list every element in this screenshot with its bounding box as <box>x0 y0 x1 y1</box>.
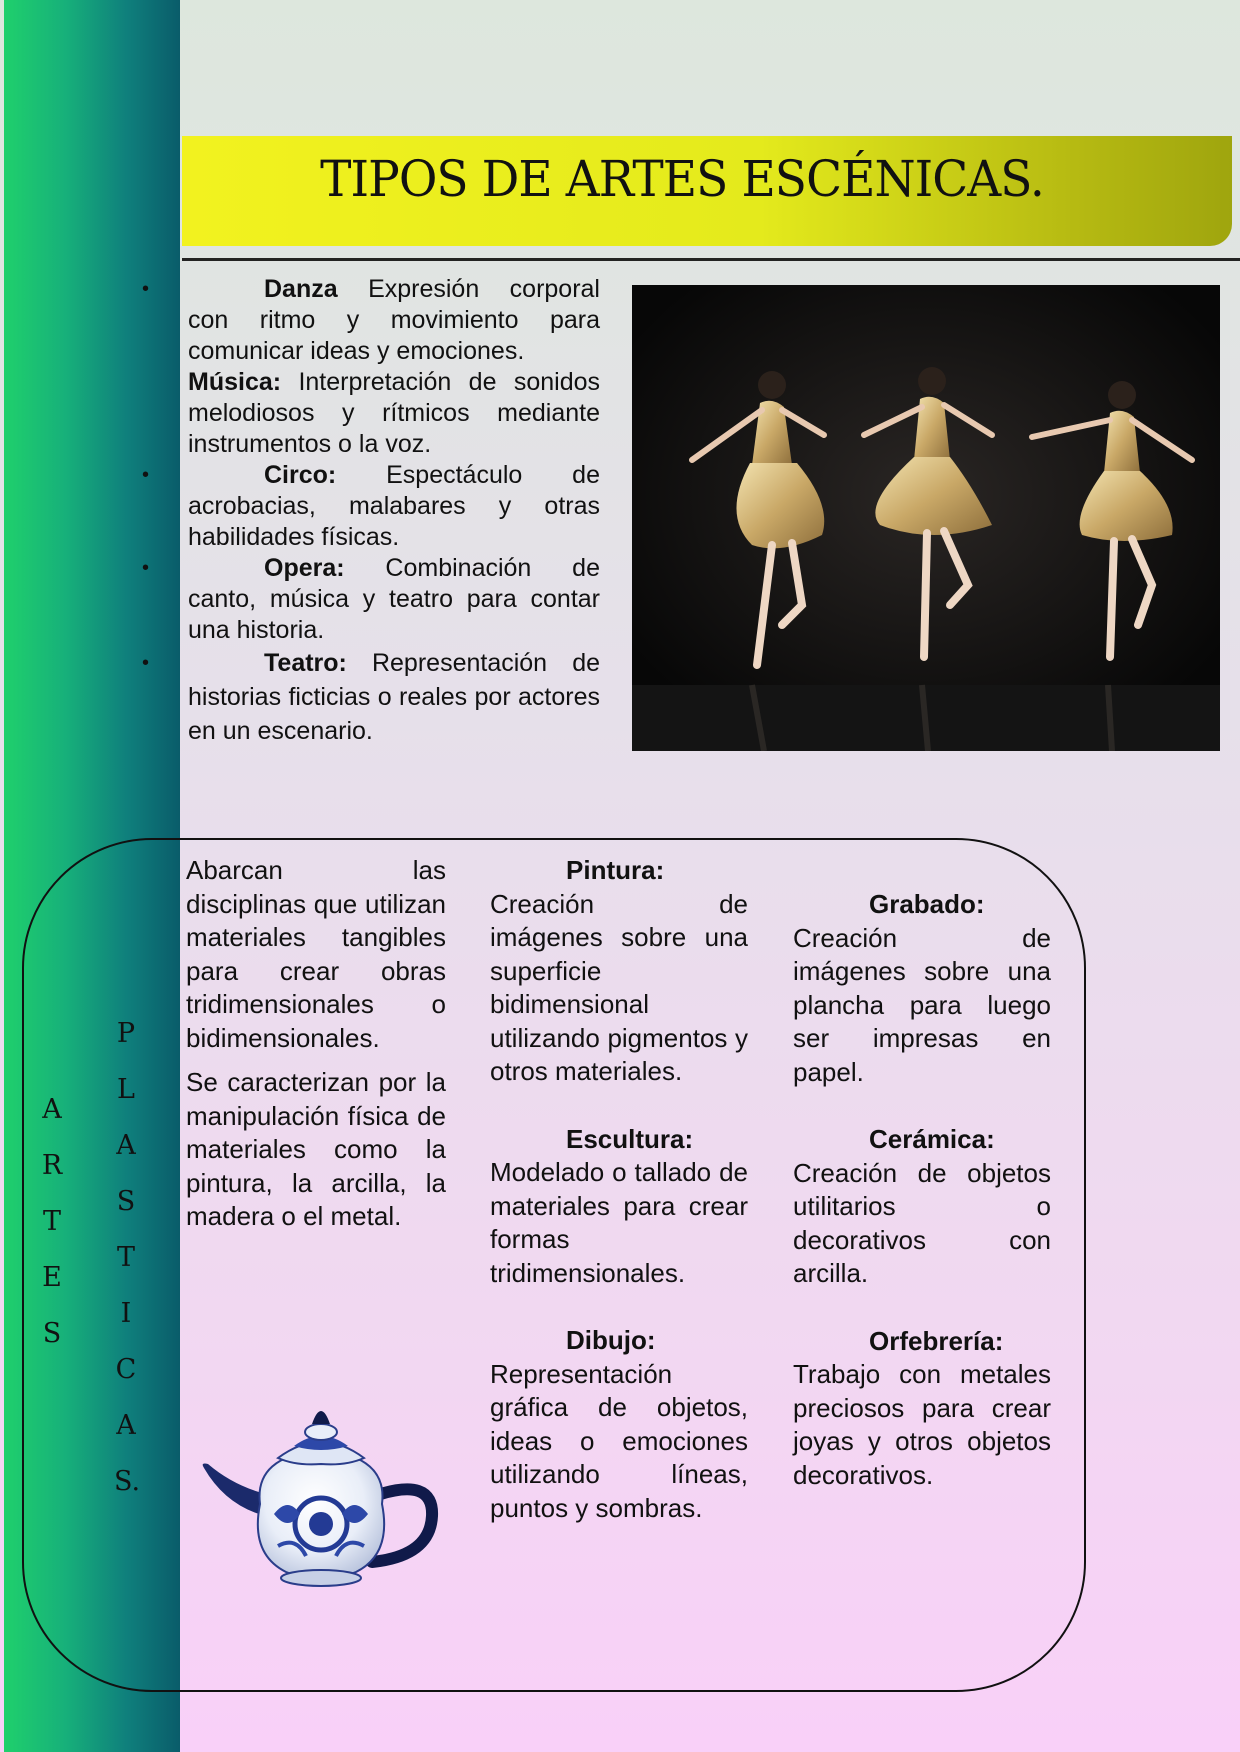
vertical-letter: I <box>120 1298 132 1329</box>
item-description: Combinación de canto, música y teatro para contar una historia. <box>188 554 600 644</box>
performing-arts-list <box>140 274 600 748</box>
item-term: Danza <box>264 275 338 303</box>
discipline-title: Grabado: <box>869 889 985 919</box>
plastic-arts-intro <box>186 854 446 1234</box>
discipline-text: Trabajo con metales preciosos para crear joyas y otros objetos decorativos. <box>793 1359 1051 1490</box>
vertical-letter: A <box>116 1130 136 1161</box>
item-description: Espectáculo de acrobacias, malabares y otras habilidades físicas. <box>188 461 600 551</box>
vertical-letter: E <box>42 1262 62 1293</box>
vertical-letter: R <box>41 1150 63 1181</box>
item-term: Teatro: <box>264 649 347 677</box>
title-divider <box>182 258 1240 261</box>
item-description: Expresión corporal con ritmo y movimiento para comunicar ideas y emociones. <box>188 275 600 365</box>
discipline-text: Creación de objetos utilitarios o decorativos con arcilla. <box>793 1157 1051 1288</box>
list-item-danza <box>140 274 600 367</box>
vertical-label-artes <box>40 1082 64 1362</box>
discipline-text: Creación de imágenes sobre una plancha para luego ser impresas en papel. <box>793 922 1051 1087</box>
discipline-text: Creación de imágenes sobre una superficie bidimensional utilizando pigmentos y otros materiales. <box>490 888 748 1086</box>
list-item-opera <box>140 553 600 646</box>
disciplines-column-1 <box>490 854 748 1525</box>
vertical-letter: C <box>115 1354 137 1385</box>
vertical-letter: P <box>116 1018 136 1049</box>
vertical-letter: T <box>116 1242 135 1273</box>
vertical-letter: A <box>116 1410 136 1441</box>
bullet: • <box>142 278 150 300</box>
bullet: • <box>142 557 150 579</box>
discipline-title: Dibujo: <box>566 1325 656 1355</box>
vertical-letter: A <box>42 1094 62 1125</box>
intro-paragraph: Abarcan las disciplinas que utilizan materiales tangibles para crear obras tridimensionales o bidimensionales. <box>186 855 446 1053</box>
discipline-title: Orfebrería: <box>869 1325 1004 1356</box>
page-title: TIPOS DE ARTES ESCÉNICAS. <box>320 150 1044 208</box>
vertical-letter: T <box>42 1206 61 1237</box>
bullet: • <box>142 464 150 486</box>
item-term: Opera: <box>264 554 345 582</box>
bullet: • <box>142 652 150 674</box>
discipline-title: Pintura: <box>566 855 665 885</box>
item-description: Interpretación de sonidos melodiosos y rítmicos mediante instrumentos o la voz. <box>188 368 600 458</box>
discipline-text: Representación gráfica de objetos, ideas o emociones utilizando líneas, puntos y sombras. <box>490 1358 748 1523</box>
vertical-letter: L <box>117 1074 135 1105</box>
list-item-teatro <box>140 646 600 748</box>
vertical-letter: S. <box>114 1466 141 1497</box>
list-item-musica <box>140 367 600 460</box>
item-term: Música: <box>188 368 282 396</box>
discipline-text: Modelado o tallado de materiales para crear formas tridimensionales. <box>490 1157 748 1288</box>
vertical-letter: S <box>42 1318 62 1349</box>
intro-paragraph: Se caracterizan por la manipulación física de materiales como la pintura, la arcilla, la madera o el metal. <box>186 1067 446 1231</box>
discipline-title: Escultura: <box>566 1123 694 1154</box>
discipline-title: Cerámica: <box>869 1124 995 1154</box>
vertical-letter: S <box>116 1186 136 1217</box>
item-description: Representación de historias ficticias o reales por actores en un escenario. <box>188 649 600 745</box>
vertical-label-plasticas <box>114 1006 141 1510</box>
porcelain-teapot-image <box>196 1396 446 1596</box>
item-term: Circo: <box>264 461 337 489</box>
disciplines-column-2 <box>793 888 1051 1492</box>
dancers-photo <box>632 285 1220 751</box>
list-item-circo <box>140 460 600 553</box>
